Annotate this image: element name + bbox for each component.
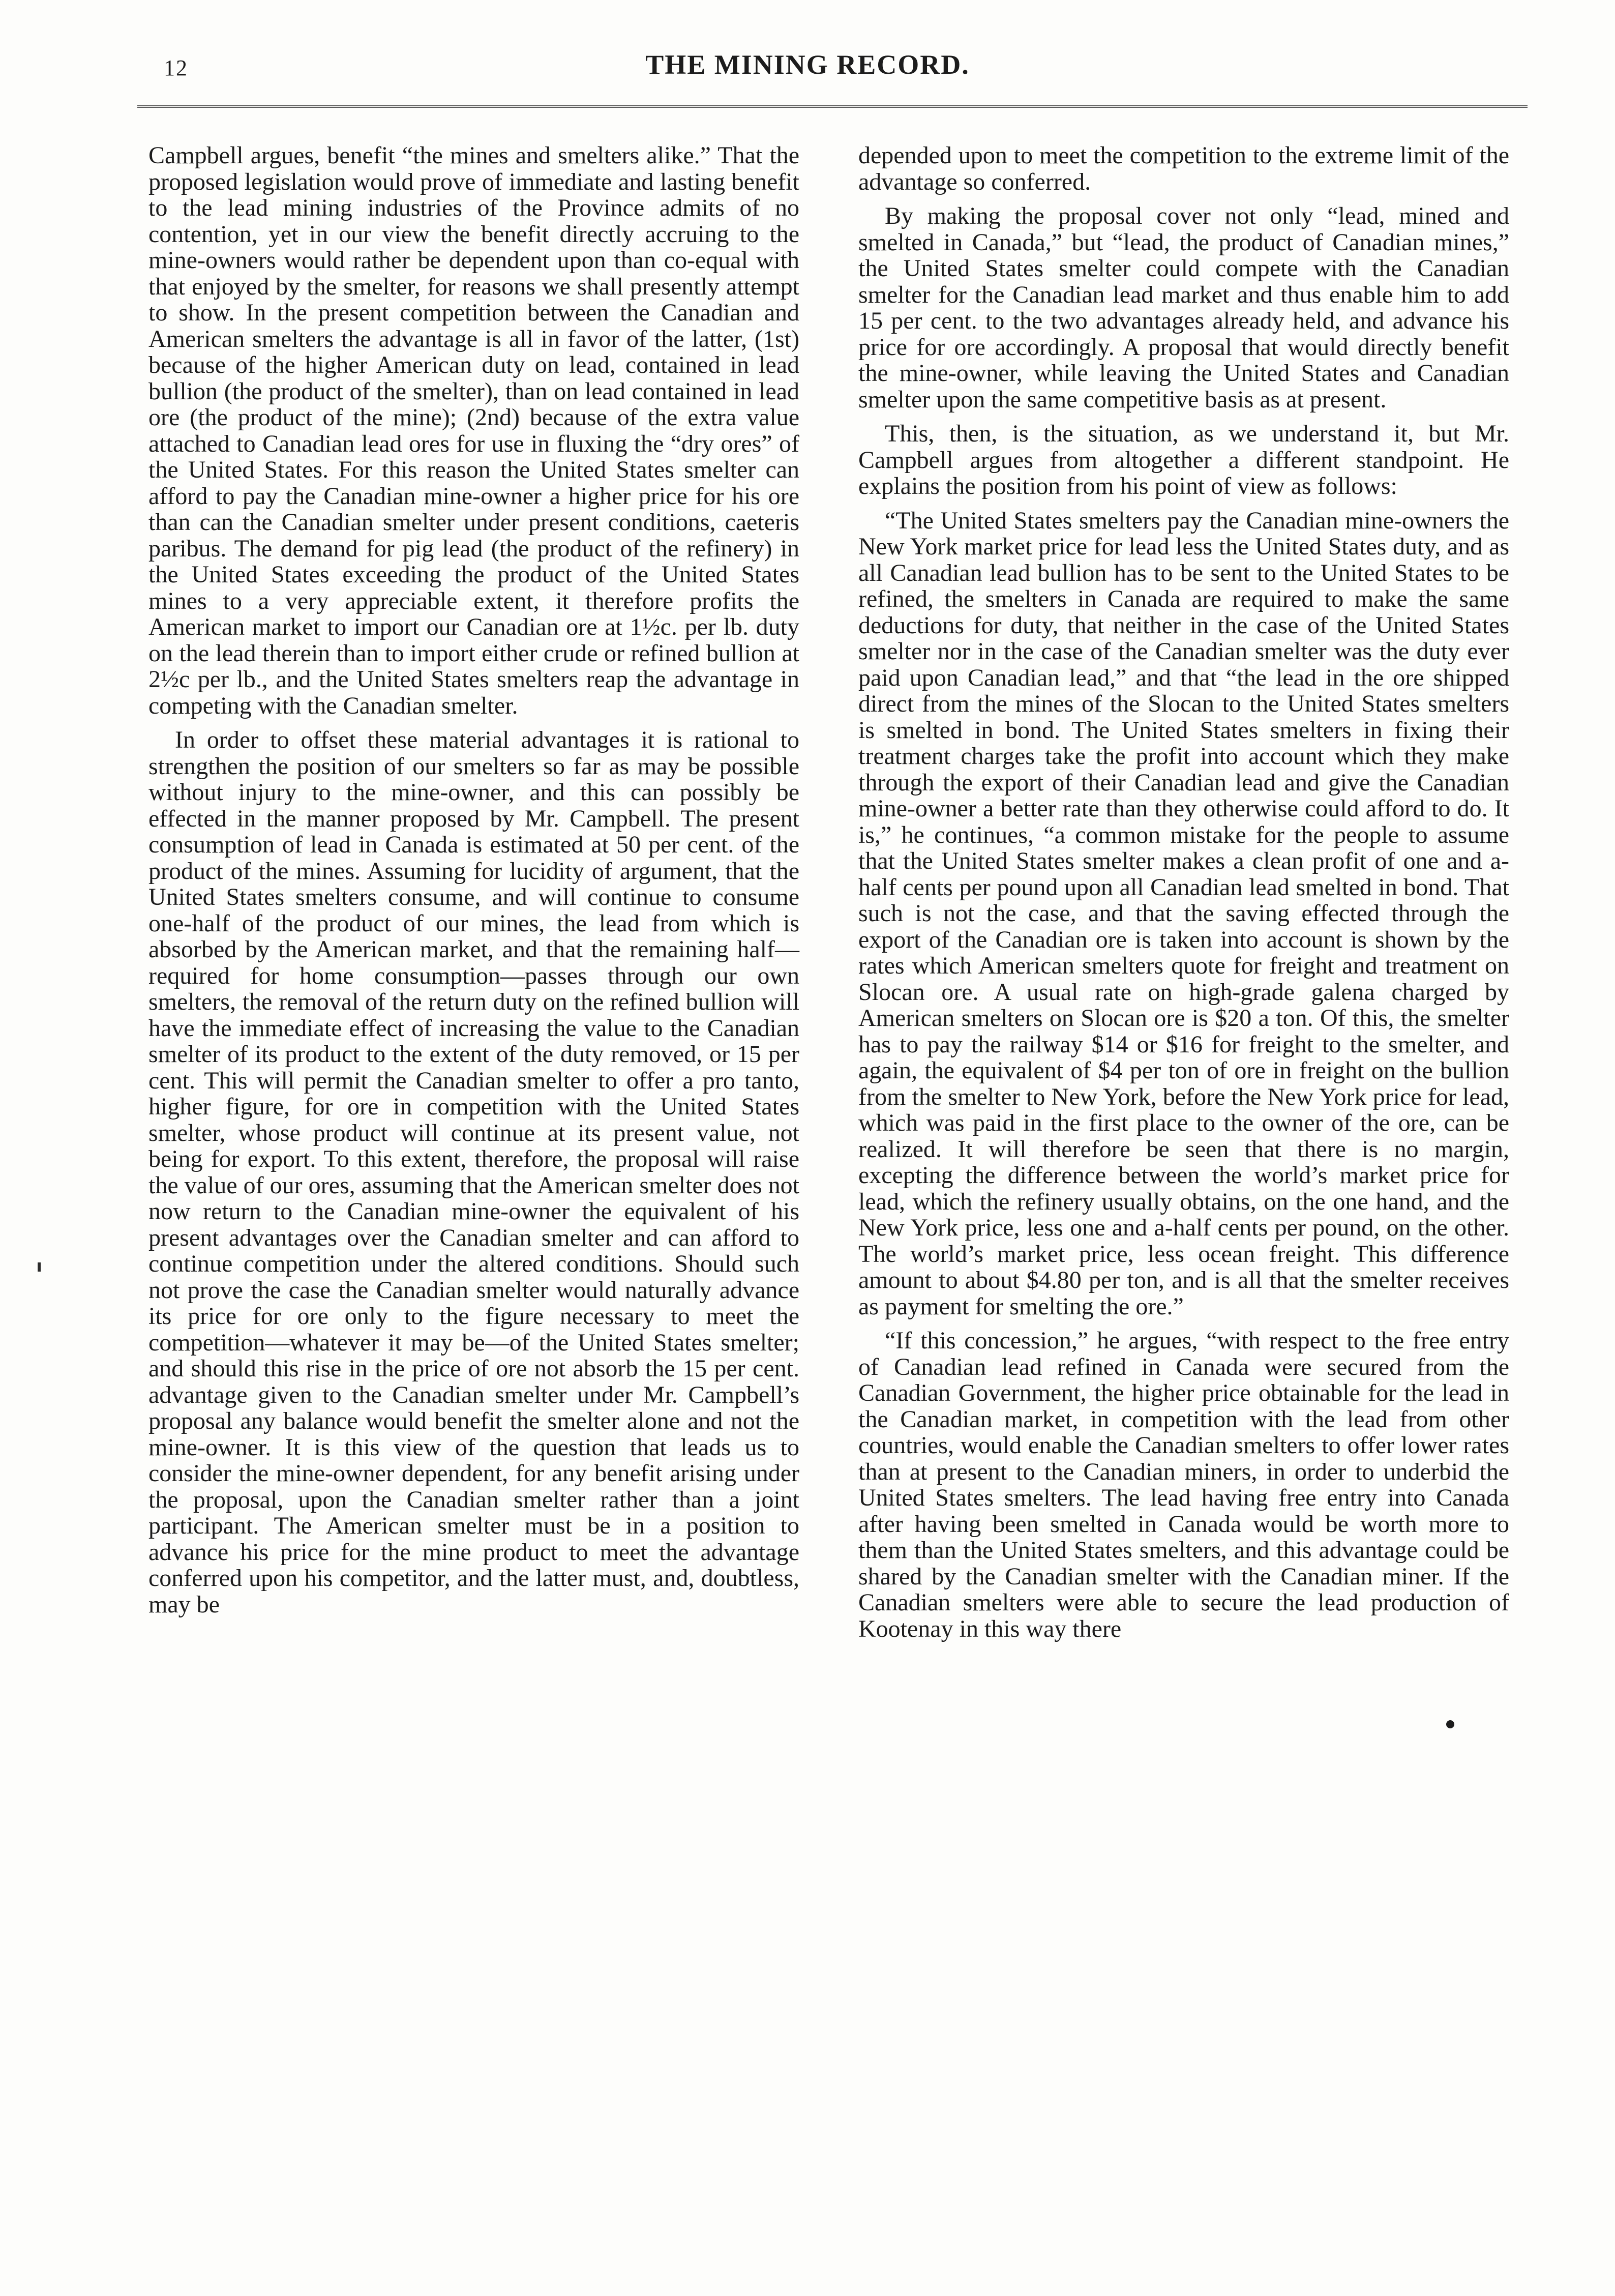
ink-dot <box>1446 1720 1454 1728</box>
right-column <box>858 142 1509 1642</box>
paragraph: Campbell argues, benefit “the mines and smelters alike.” That the proposed legislation would prove of immediate and lasting benefit to the lead mining industries of the Province admits of no contention, yet in our view the benefit directly accruing to the mine-owners would rather be dependent upon than co-equal with that enjoyed by the smelter, for reasons we shall presently attempt to show. In the present competition between the Canadian and American smelters the advantage is all in favor of the latter, (1st) because of the higher American duty on lead, contained in lead bullion (the product of the smelter), than on lead contained in lead ore (the product of the mine); (2nd) because of the extra value attached to Canadian lead ores for use in fluxing the “dry ores” of the United States. For this reason the United States smelter can afford to pay the Canadian mine-owner a higher price for his ore than can the Canadian smelter under present conditions, caeteris paribus. The demand for pig lead (the product of the refinery) in the United States exceeding the product of the United States mines to a very appreciable extent, it therefore profits the American market to import our Canadian ore at 1½c. per lb. duty on the lead therein than to import either crude or refined bullion at 2½c per lb., and the United States smelters reap the advantage in competing with the Canadian smelter. <box>148 142 799 719</box>
paragraph: This, then, is the situation, as we understand it, but Mr. Campbell argues from altogether a different standpoint. He explains the position from his point of view as follows: <box>858 420 1509 499</box>
paragraph: In order to offset these material advantages it is rational to strengthen the position of our smelters so far as may be possible without injury to the mine-owner, and this can possibly be effected in the manner proposed by Mr. Campbell. The present consumption of lead in Canada is estimated at 50 per cent. of the product of the mines. Assuming for lucidity of argument, that the United States smelters consume, and will continue to consume one-half of the product of our mines, the lead from which is absorbed by the American market, and that the remaining half—required for home consumption—passes through our own smelters, the removal of the return duty on the refined bullion will have the immediate effect of increasing the value to the Canadian smelter of its product to the extent of the duty removed, or 15 per cent. This will permit the Canadian smelter to offer a pro tanto, higher figure, for ore in competition with the United States smelter, whose product will continue at its present value, not being for export. To this extent, therefore, the proposal will raise the value of our ores, assuming that the American smelter does not now return to the Canadian mine-owner the equivalent of his present advantages over the Canadian smelter and can afford to continue competition under the altered conditions. Should such not prove the case the Canadian smelter would naturally advance its price for ore only to the figure necessary to meet the competition—whatever it may be—of the United States smelter; and should this rise in the price of ore not absorb the 15 per cent. advantage given to the Canadian smelter under Mr. Campbell’s proposal any balance would benefit the smelter alone and not the mine-owner. It is this view of the question that leads us to consider the mine-owner dependent, for any benefit arising under the proposal, upon the Canadian smelter rather than a joint participant. The American smelter must be in a position to advance his price for the mine product to meet the advantage conferred upon his competitor, and the latter must, and, doubtless, may be <box>148 726 799 1618</box>
paragraph: By making the proposal cover not only “lead, mined and smelted in Canada,” but “lead, the product of Canadian mines,” the United States smelter could compete with the Canadian smelter for the Canadian lead market and thus enable him to add 15 per cent. to the two advantages already held, and advance his price for ore accordingly. A proposal that would directly benefit the mine-owner, while leaving the United States and Canadian smelter upon the same competitive basis as at present. <box>858 202 1509 413</box>
running-head: THE MINING RECORD. <box>645 49 970 80</box>
paragraph: depended upon to meet the competition to the extreme limit of the advantage so conferred. <box>858 142 1509 195</box>
header-rule <box>137 105 1528 108</box>
quotation-paragraph: “The United States smelters pay the Canadian mine-owners the New York market price for lead less the United States duty, and as all Canadian lead bullion has to be sent to the United States to be refined, the smelters in Canada are required to make the same deductions for duty, that neither in the case of the United States smelter nor in the case of the Canadian smelter was the duty ever paid upon Canadian lead,” and that “the lead in the ore shipped direct from the mines of the Slocan to the United States smelters is smelted in bond. The United States smelters in fixing their treatment charges take the profit into account which they make through the export of their Canadian lead and give the Canadian mine-owner a better rate than they otherwise could afford to do. It is,” he continues, “a common mistake for the people to assume that the United States smelter makes a clean profit of one and a-half cents per pound upon all Canadian lead smelted in bond. That such is not the case, and that the saving effected through the export of the Canadian ore is taken into account is shown by the rates which American smelters quote for freight and treatment on Slocan ore. A usual rate on high-grade galena charged by American smelters on Slocan ore is $20 a ton. Of this, the smelter has to pay the railway $14 or $16 for freight to the smelter, and again, the equivalent of $4 per ton of ore in freight on the bullion from the smelter to New York, before the New York price for lead, which was paid in the first place to the owner of the ore, can be realized. It will therefore be seen that there is no margin, excepting the difference between the world’s market price for lead, which the refinery usually obtains, on the one hand, and the New York price, less one and a-half cents per pound, on the other. The world’s market price, less ocean freight. This difference amount to about $4.80 per ton, and is all that the smelter receives as payment for smelting the ore.” <box>858 507 1509 1320</box>
margin-mark <box>38 1262 41 1272</box>
left-column <box>148 142 799 1617</box>
page-number: 12 <box>164 55 188 80</box>
quotation-paragraph: “If this concession,” he argues, “with respect to the free entry of Canadian lead refined in Canada were secured from the Canadian Government, the higher price obtainable for the lead in the Canadian market, in competition with the lead from other countries, would enable the Canadian smelters to offer lower rates than at present to the Canadian miners, in order to underbid the United States smelters. The lead having free entry into Canada after having been smelted in Canada would be worth more to them than the United States smelters, and this advantage could be shared by the Canadian smelter with the Canadian miner. If the Canadian smelters were able to secure the lead production of Kootenay in this way there <box>858 1327 1509 1642</box>
